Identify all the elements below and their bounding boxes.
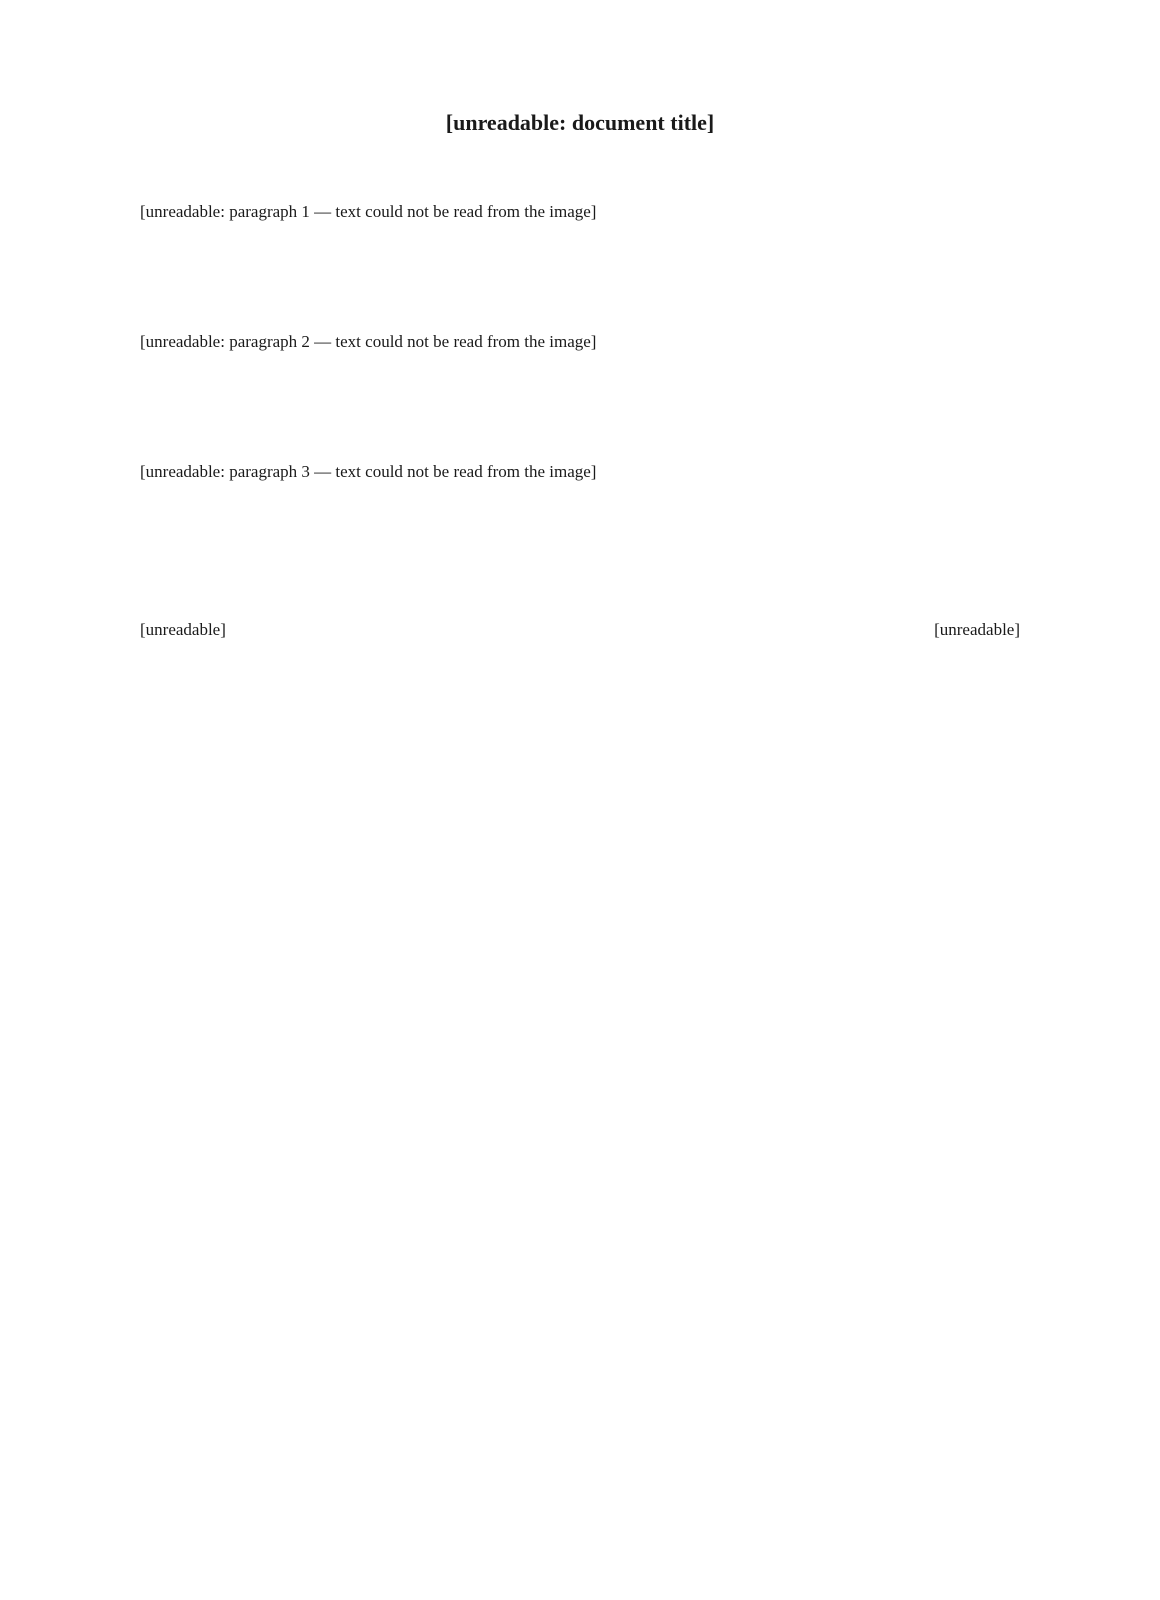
body-paragraph: [unreadable: paragraph 2 — text could not be read from the image] — [140, 332, 597, 351]
document-title: [unreadable: document title] — [445, 110, 715, 135]
body-paragraph: [unreadable: paragraph 1 — text could not be read from the image] — [140, 202, 597, 221]
signatory-name: [unreadable] — [934, 620, 1020, 639]
signatory-role: [unreadable] — [140, 620, 226, 639]
body-paragraph: [unreadable: paragraph 3 — text could not be read from the image] — [140, 462, 597, 481]
signature-row — [140, 620, 1020, 640]
